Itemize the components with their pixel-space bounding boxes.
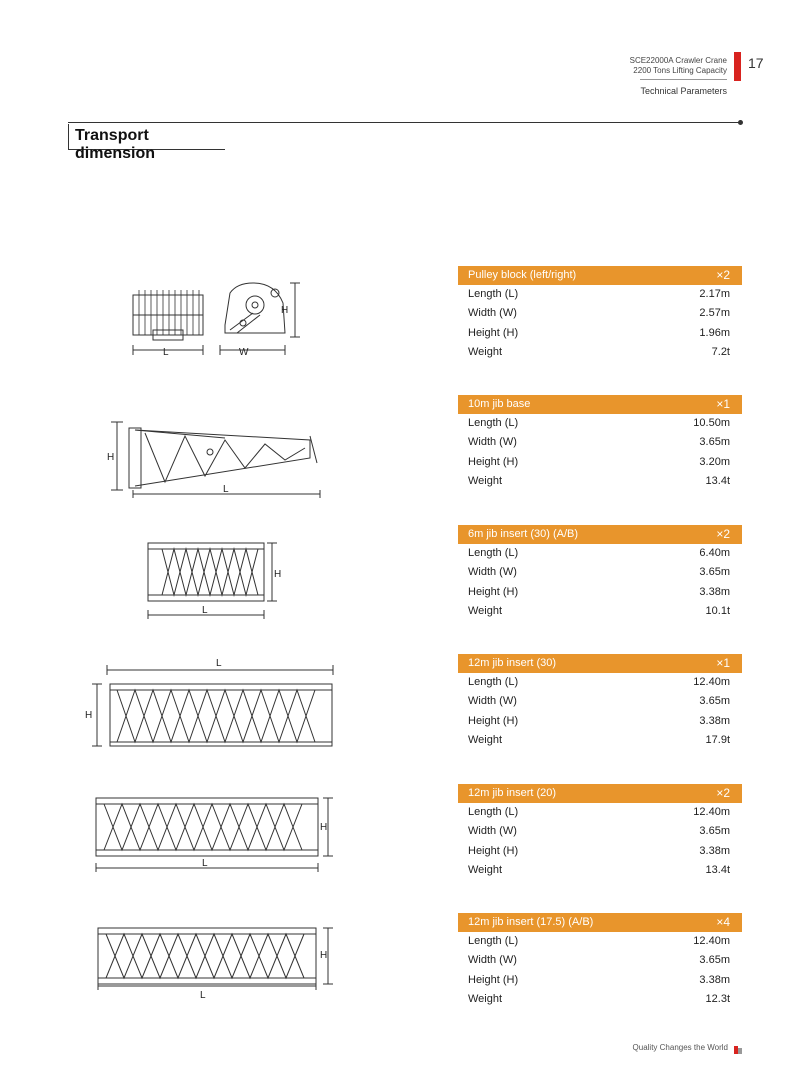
spec-label: Width (W) [468,954,517,967]
spec-value: 13.4t [705,863,730,876]
spec-value: 17.9t [705,733,730,746]
dimension-label-height: H [107,452,115,463]
spec-row-height [458,842,742,861]
spec-value: 3.65m [699,954,730,967]
spec-value: 3.65m [699,695,730,708]
component-name: 10m jib base [468,398,531,410]
spec-row-width [458,692,742,711]
spec-row-height [458,453,742,472]
spec-row-length [458,285,742,304]
spec-value: 1.96m [699,326,730,339]
component-quantity: ×2 [716,268,730,282]
page-number: 17 [748,55,764,71]
spec-row-width [458,563,742,582]
spec-row-weight [458,990,742,1009]
document-header [630,56,727,76]
spec-row-weight [458,602,742,621]
spec-label: Weight [468,474,503,487]
spec-row-height [458,324,742,343]
spec-label: Width (W) [468,566,517,579]
spec-label: Weight [468,604,503,617]
spec-value: 3.38m [699,714,730,727]
section-title-box [68,124,225,162]
jib-insert-12m-30-drawing [85,658,340,753]
spec-label: Height (H) [468,585,519,598]
spec-label: Width (W) [468,695,517,708]
spec-row-length [458,803,742,822]
footer-slogan: Quality Changes the World [632,1043,728,1052]
spec-value: 3.65m [699,825,730,838]
spec-row-length [458,673,742,692]
spec-value: 3.38m [699,844,730,857]
spec-label: Height (H) [468,844,519,857]
dimension-label-length: L [163,347,169,358]
spec-header [458,266,742,285]
section-rule-end-dot [738,120,743,125]
spec-table-12m-jib-insert-30 [458,654,742,750]
component-name: 6m jib insert (30) (A/B) [468,528,579,540]
spec-value: 12.40m [693,676,730,688]
jib-insert-12m-20-drawing [90,792,340,872]
spec-label: Height (H) [468,973,519,986]
component-quantity: ×1 [716,397,730,411]
spec-table-12m-jib-insert-17-5 [458,913,742,1009]
spec-row-width [458,822,742,841]
dimension-label-length: L [216,658,222,669]
component-name: 12m jib insert (30) [468,657,557,669]
spec-row-width [458,433,742,452]
spec-value: 2.17m [699,288,730,300]
spec-value: 2.57m [699,307,730,320]
dimension-label-length: L [200,990,206,1001]
spec-value: 10.50m [693,417,730,429]
spec-label: Length (L) [468,806,519,818]
spec-table-10m-jib-base [458,395,742,491]
spec-table-pulley-block [458,266,742,362]
accent-bar [734,52,741,81]
component-quantity: ×1 [716,656,730,670]
component-quantity: ×2 [716,527,730,541]
spec-label: Length (L) [468,547,519,559]
spec-value: 12.40m [693,935,730,947]
spec-header [458,525,742,544]
spec-row-length [458,544,742,563]
dimension-label-height: H [320,822,328,833]
dimension-label-height: H [274,569,282,580]
component-name: Pulley block (left/right) [468,269,577,281]
spec-value: 3.38m [699,585,730,598]
section-title: Transport dimension [75,127,156,162]
spec-label: Weight [468,992,503,1005]
spec-header [458,395,742,414]
spec-label: Length (L) [468,417,519,429]
dimension-label-width: W [239,347,249,358]
spec-row-length [458,414,742,433]
spec-value: 13.4t [705,474,730,487]
spec-row-weight [458,343,742,362]
spec-value: 3.20m [699,455,730,468]
spec-row-width [458,951,742,970]
spec-value: 3.65m [699,566,730,579]
spec-row-weight [458,472,742,491]
spec-label: Width (W) [468,825,517,838]
spec-row-weight [458,861,742,880]
spec-header [458,784,742,803]
spec-row-height [458,583,742,602]
spec-header [458,654,742,673]
dimension-label-length: L [202,605,208,616]
dimension-label-height: H [320,950,328,961]
dimension-label-height: H [281,305,289,316]
jib-insert-6m-drawing [140,535,290,620]
dimension-label-length: L [202,858,208,869]
spec-value: 7.2t [711,345,730,358]
jib-insert-12m-17-5-drawing [90,922,340,1002]
component-quantity: ×4 [716,915,730,929]
brand-logo-icon [734,1041,742,1049]
spec-label: Length (L) [468,935,519,947]
dimension-label-height: H [85,710,93,721]
spec-label: Width (W) [468,436,517,449]
spec-row-width [458,304,742,323]
spec-label: Height (H) [468,326,519,339]
spec-row-height [458,712,742,731]
dimension-label-length: L [223,484,229,495]
header-capacity: 2200 Tons Lifting Capacity [633,66,727,75]
component-quantity: ×2 [716,786,730,800]
pulley-block-drawing [125,275,305,365]
spec-value: 3.38m [699,973,730,986]
spec-row-length [458,932,742,951]
spec-table-12m-jib-insert-20 [458,784,742,880]
jib-base-drawing [105,418,330,500]
spec-value: 6.40m [699,547,730,559]
spec-value: 12.40m [693,806,730,818]
spec-label: Height (H) [468,455,519,468]
spec-row-height [458,971,742,990]
header-subtitle: Technical Parameters [640,86,727,96]
spec-row-weight [458,731,742,750]
spec-label: Weight [468,733,503,746]
header-model: SCE22000A Crawler Crane [629,56,727,65]
spec-value: 10.1t [705,604,730,617]
spec-value: 3.65m [699,436,730,449]
spec-label: Length (L) [468,288,519,300]
spec-label: Weight [468,863,503,876]
spec-value: 12.3t [705,992,730,1005]
header-divider [640,79,727,80]
spec-header [458,913,742,932]
spec-table-6m-jib-insert-30 [458,525,742,621]
component-name: 12m jib insert (17.5) (A/B) [468,916,594,928]
spec-label: Weight [468,345,503,358]
spec-label: Height (H) [468,714,519,727]
component-name: 12m jib insert (20) [468,787,557,799]
spec-label: Length (L) [468,676,519,688]
spec-label: Width (W) [468,307,517,320]
section-rule [68,122,740,123]
